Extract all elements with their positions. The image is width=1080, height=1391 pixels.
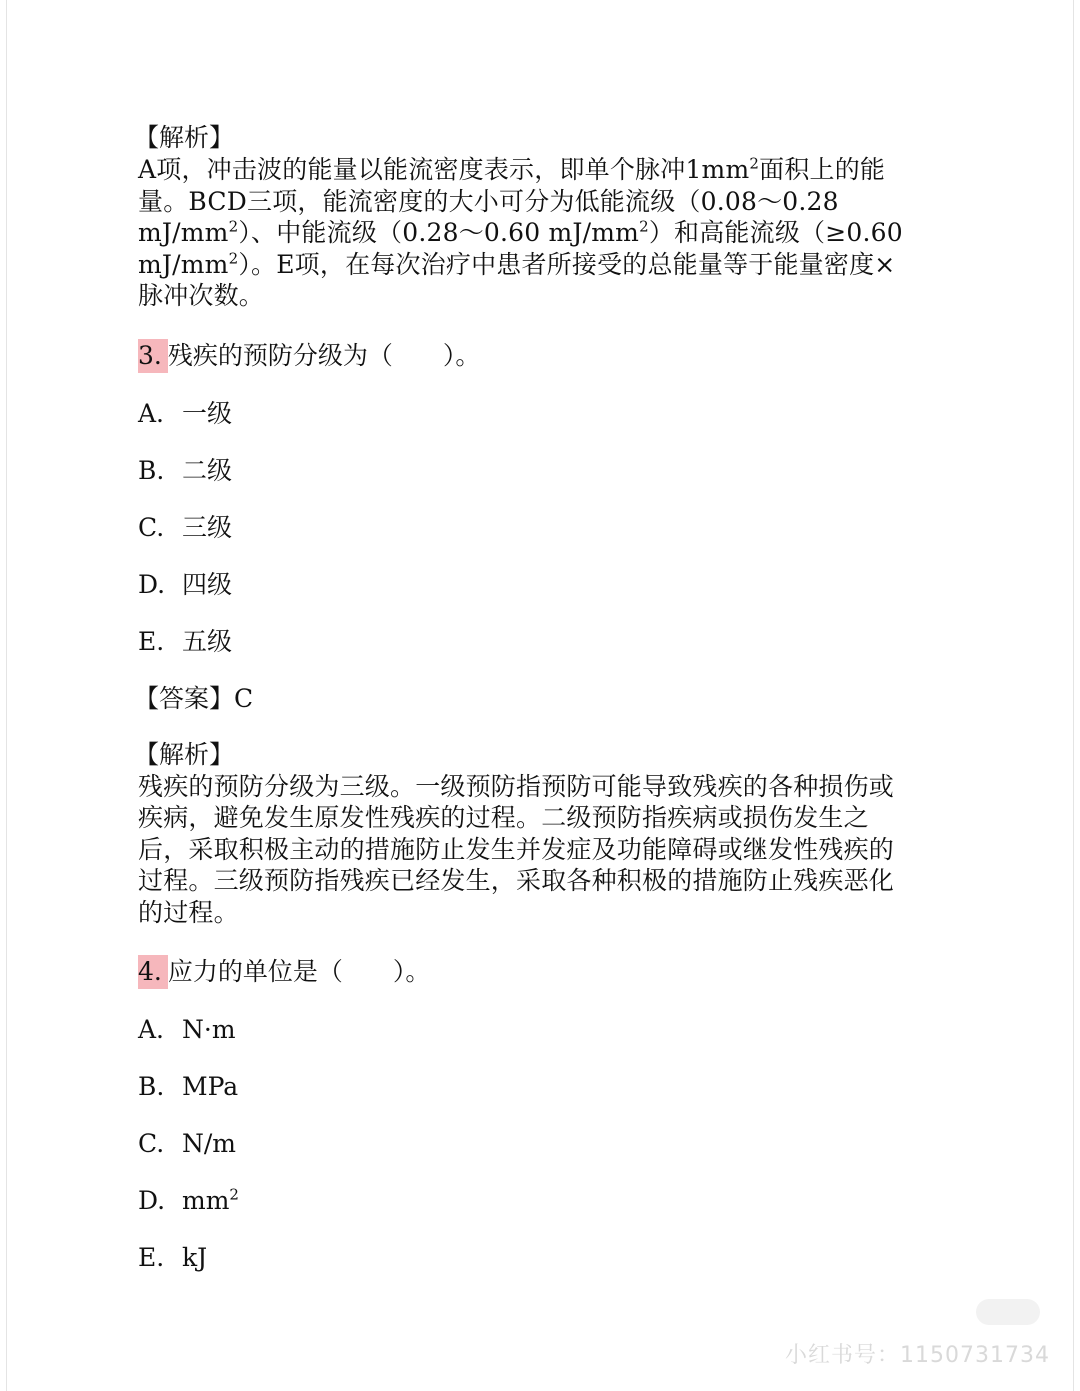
- option-letter: A.: [138, 398, 165, 428]
- option-letter: D.: [138, 569, 166, 599]
- option-text: 二级: [182, 455, 233, 485]
- question-stem: 残疾的预防分级为（ ）。: [167, 340, 481, 370]
- option-text: 四级: [182, 569, 233, 599]
- option-letter: C.: [138, 1129, 165, 1158]
- text-span: ）和高能流级（≥0.60: [648, 218, 903, 247]
- text-span: A项，冲击波的能量以能流密度表示，即单个脉冲1mm: [138, 155, 750, 184]
- question-stem: 应力的单位是（ ）。: [167, 957, 431, 986]
- option-e: [138, 1242, 938, 1274]
- answer-value: C: [234, 683, 254, 713]
- question-number-highlight: 4.: [138, 955, 168, 989]
- analysis-line: 过程。三级预防指残疾已经发生，采取各种积极的措施防止残疾恶化: [138, 866, 895, 895]
- option-c: [138, 1128, 938, 1160]
- analysis-line: 残疾的预防分级为三级。一级预防指预防可能导致残疾的各种损伤或: [138, 771, 895, 801]
- analysis-line: [138, 154, 938, 186]
- option-text: N/m: [182, 1129, 237, 1158]
- option-b: [138, 455, 938, 487]
- analysis-line: [138, 249, 938, 281]
- analysis-line: 脉冲次数。: [138, 281, 265, 310]
- answer: [134, 683, 938, 715]
- option-letter: A.: [138, 1015, 165, 1044]
- text-span: 面积上的能: [759, 155, 886, 184]
- analysis-line: 量。BCD三项，能流密度的大小可分为低能流级（0.08～0.28: [138, 186, 839, 216]
- superscript: 2: [229, 1185, 239, 1204]
- analysis-paragraph: [138, 154, 938, 312]
- analysis-line: 疾病，避免发生原发性残疾的过程。二级预防指疾病或损伤发生之: [138, 803, 869, 832]
- option-d: [138, 569, 938, 601]
- option-letter: E.: [138, 1243, 165, 1272]
- option-letter: C.: [138, 512, 165, 542]
- option-b: [138, 1071, 938, 1103]
- answer-label: 【答案】: [134, 683, 235, 713]
- option-a: [138, 1014, 938, 1046]
- analysis-paragraph: [138, 771, 938, 929]
- text-span: ）、中能流级（0.28～0.60 mJ/mm: [238, 218, 640, 247]
- text-span: mJ/mm: [138, 218, 229, 247]
- option-e: [138, 626, 938, 658]
- question-3: [138, 339, 938, 373]
- question-4: [138, 955, 938, 989]
- option-text: N·m: [182, 1015, 236, 1044]
- analysis-label: 【解析】: [134, 123, 235, 152]
- analysis-line: 的过程。: [138, 897, 239, 927]
- analysis-line: 后，采取积极主动的措施防止发生并发症及功能障碍或继发性残疾的: [138, 834, 895, 864]
- option-text: MPa: [182, 1072, 239, 1101]
- option-letter: B.: [138, 455, 165, 485]
- analysis-line: [138, 217, 938, 249]
- option-text: 一级: [182, 398, 233, 428]
- option-text: 五级: [182, 626, 233, 656]
- option-text: 三级: [182, 512, 233, 542]
- superscript: 2: [749, 154, 760, 173]
- superscript: 2: [228, 249, 239, 268]
- option-d: [138, 1185, 938, 1217]
- option-a: [138, 398, 938, 430]
- superscript: 2: [228, 217, 239, 236]
- document-content: [134, 122, 938, 1274]
- option-text: mm: [182, 1186, 230, 1215]
- option-c: [138, 512, 938, 544]
- option-letter: B.: [138, 1072, 165, 1101]
- text-span: mJ/mm: [138, 249, 229, 279]
- option-letter: D.: [138, 1186, 166, 1215]
- watermark-logo: [976, 1299, 1040, 1325]
- question-number-highlight: 3.: [138, 339, 168, 373]
- analysis-label: 【解析】: [134, 739, 235, 769]
- watermark-text: 小红书号：1150731734: [785, 1343, 1050, 1368]
- option-letter: E.: [138, 626, 165, 656]
- option-text: kJ: [182, 1243, 208, 1272]
- text-span: ）。E项，在每次治疗中患者所接受的总能量等于能量密度×: [238, 249, 896, 279]
- superscript: 2: [639, 217, 649, 236]
